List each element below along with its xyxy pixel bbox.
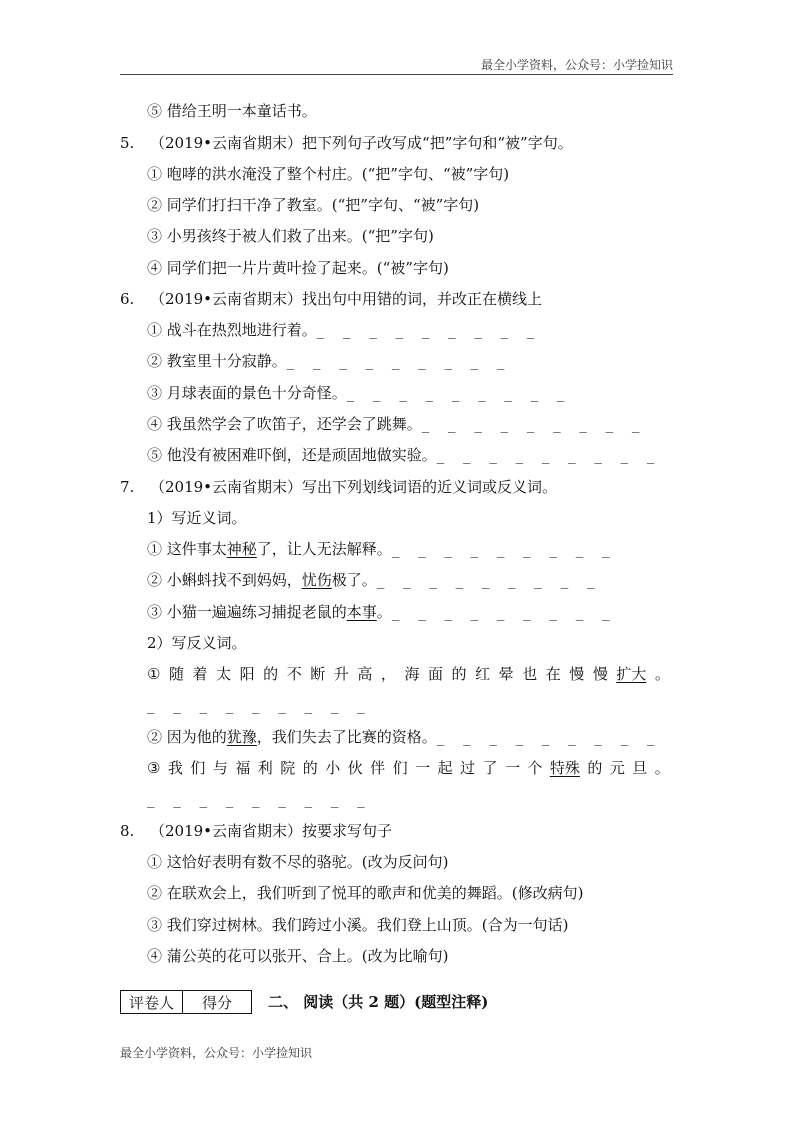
sentence-text: ，我们失去了比赛的资格。 bbox=[256, 728, 437, 746]
sentence-text: 极了。 bbox=[331, 571, 377, 589]
q6-stem bbox=[120, 289, 542, 309]
sentence-char: 的 bbox=[302, 759, 318, 777]
underlined-word: 扩大 bbox=[616, 665, 647, 683]
sentence-char: 也 bbox=[522, 665, 538, 683]
q7-antonym-3 bbox=[147, 758, 670, 778]
sentence-text: ① 这件事太 bbox=[147, 540, 227, 558]
sentence-char: 。 bbox=[654, 665, 670, 683]
sentence-char: 的 bbox=[587, 759, 603, 777]
sentence-char: 与 bbox=[212, 759, 228, 777]
q6-item-4 bbox=[147, 414, 646, 434]
page-footer: 最全小学资料，公众号：小学捡知识 bbox=[120, 1046, 313, 1060]
answer-blank[interactable]: _ _ _ _ _ _ _ _ _ bbox=[316, 321, 542, 339]
q5-item-2: ② 同学们打扫干净了教室。(“把”字句、“被”字句) bbox=[147, 196, 480, 214]
sentence-char: 我 bbox=[167, 759, 183, 777]
q7-part1: 1）写近义词。 bbox=[147, 509, 247, 527]
sentence-char: 高 bbox=[357, 665, 373, 683]
sentence-char: 阳 bbox=[239, 665, 255, 683]
q7-synonym-1 bbox=[147, 539, 616, 559]
sentence-char: 慢 bbox=[592, 665, 608, 683]
q5-item-4: ④ 同学们把一片片黄叶捡了起来。(“被”字句) bbox=[147, 259, 449, 277]
sentence-char: 个 bbox=[527, 759, 543, 777]
sentence-text: 。 bbox=[376, 603, 392, 621]
q7-antonym-1 bbox=[147, 664, 670, 684]
q6-item-4-text: ④ 我虽然学会了吹笛子，还学会了跳舞。 bbox=[147, 415, 422, 433]
sentence-char: 们 bbox=[392, 759, 408, 777]
q6-item-2-text: ② 教室里十分寂静。 bbox=[147, 352, 287, 370]
sentence-char: 起 bbox=[437, 759, 453, 777]
q6-stem-text: （2019•云南省期末）找出句中用错的词，并改正在横线上 bbox=[150, 290, 543, 308]
prev-item: ⑤ 借给王明一本童话书。 bbox=[147, 102, 317, 120]
sentence-char: 伴 bbox=[370, 759, 386, 777]
score-table bbox=[120, 990, 252, 1014]
reviewer-cell: 评卷人 bbox=[121, 991, 183, 1014]
q6-item-2 bbox=[147, 351, 511, 371]
sentence-char: 福 bbox=[235, 759, 251, 777]
sentence-char: 的 bbox=[451, 665, 467, 683]
q5-item-3: ③ 小男孩终于被人们救了出来。(“把”字句) bbox=[147, 227, 434, 245]
q5-item-1: ① 咆哮的洪水淹没了整个村庄。(“把”字句、“被”字句) bbox=[147, 165, 510, 183]
sentence-char: 慢 bbox=[569, 665, 585, 683]
sentence-text: 了，让人无法解释。 bbox=[256, 540, 392, 558]
sentence-text: ② 因为他的 bbox=[147, 728, 227, 746]
sentence-char: ① bbox=[147, 665, 161, 683]
q6-number: 6. bbox=[120, 290, 135, 308]
score-cell: 得分 bbox=[183, 991, 252, 1014]
q6-item-1-text: ① 战斗在热烈地进行着。 bbox=[147, 321, 317, 339]
sentence-char: 随 bbox=[168, 665, 184, 683]
sentence-text: ② 小蝌蚪找不到妈妈， bbox=[147, 571, 302, 589]
q8-item-4: ④ 蒲公英的花可以张开、合上。(改为比喻句) bbox=[147, 947, 449, 965]
q7-number: 7. bbox=[120, 478, 135, 496]
sentence-char: 面 bbox=[428, 665, 444, 683]
sentence-char: 海 bbox=[404, 665, 420, 683]
sentence-char: 的 bbox=[263, 665, 279, 683]
sentence-char: 小 bbox=[325, 759, 341, 777]
q5-stem bbox=[120, 133, 573, 153]
sentence-char: 红 bbox=[475, 665, 491, 683]
sentence-char: 晕 bbox=[498, 665, 514, 683]
underlined-word: 犹豫 bbox=[226, 728, 257, 746]
sentence-char: 了 bbox=[482, 759, 498, 777]
q7-stem bbox=[120, 477, 557, 497]
q7-synonym-2 bbox=[147, 570, 601, 590]
underlined-word: 特殊 bbox=[549, 759, 580, 777]
sentence-char: 元 bbox=[609, 759, 625, 777]
q5-number: 5. bbox=[120, 134, 135, 152]
q8-item-2: ② 在联欢会上，我们听到了悦耳的歌声和优美的舞蹈。(修改病句) bbox=[147, 884, 584, 902]
sentence-char: 利 bbox=[257, 759, 273, 777]
underlined-word: 忧伤 bbox=[301, 571, 332, 589]
q7-stem-text: （2019•云南省期末）写出下列划线词语的近义词或反义词。 bbox=[150, 478, 558, 496]
sentence-char: ， bbox=[380, 665, 396, 683]
page-header: 最全小学资料，公众号：小学捡知识 bbox=[480, 58, 673, 72]
answer-blank[interactable]: _ _ _ _ _ _ _ _ _ bbox=[391, 540, 617, 558]
sentence-char: 过 bbox=[460, 759, 476, 777]
q7-part2: 2）写反义词。 bbox=[147, 634, 247, 652]
q8-item-3: ③ 我们穿过树林。我们跨过小溪。我们登上山顶。(合为一句话) bbox=[147, 916, 569, 934]
section-title: 二、 阅读（共 2 题）(题型注释) bbox=[268, 993, 489, 1011]
answer-blank[interactable]: _ _ _ _ _ _ _ _ _ bbox=[147, 790, 372, 808]
q5-stem-text: （2019•云南省期末）把下列句子改写成“把”字句和“被”字句。 bbox=[150, 134, 573, 152]
q8-item-1: ① 这恰好表明有数不尽的骆驼。(改为反问句) bbox=[147, 853, 449, 871]
underlined-word: 本事 bbox=[346, 603, 377, 621]
sentence-char: 一 bbox=[504, 759, 520, 777]
sentence-char: 。 bbox=[654, 759, 670, 777]
q8-stem-text: （2019•云南省期末）按要求写句子 bbox=[150, 822, 393, 840]
sentence-char: ③ bbox=[147, 759, 161, 777]
header-rule bbox=[120, 74, 673, 75]
sentence-char: 们 bbox=[190, 759, 206, 777]
sentence-char: 升 bbox=[333, 665, 349, 683]
q7-synonym-3 bbox=[147, 602, 616, 622]
q7-antonym-2 bbox=[147, 727, 661, 747]
sentence-char: 旦 bbox=[632, 759, 648, 777]
sentence-char: 在 bbox=[545, 665, 561, 683]
answer-blank[interactable]: _ _ _ _ _ _ _ _ _ bbox=[436, 446, 662, 464]
sentence-char: 断 bbox=[310, 665, 326, 683]
answer-blank[interactable]: _ _ _ _ _ _ _ _ _ bbox=[376, 571, 602, 589]
q6-item-3-text: ③ 月球表面的景色十分奇怪。 bbox=[147, 384, 347, 402]
answer-blank[interactable]: _ _ _ _ _ _ _ _ _ bbox=[286, 352, 512, 370]
answer-blank[interactable]: _ _ _ _ _ _ _ _ _ bbox=[147, 696, 372, 714]
underlined-word: 神秘 bbox=[226, 540, 257, 558]
answer-blank[interactable]: _ _ _ _ _ _ _ _ _ bbox=[421, 415, 647, 433]
sentence-char: 一 bbox=[415, 759, 431, 777]
q6-item-5 bbox=[147, 445, 661, 465]
sentence-char: 太 bbox=[216, 665, 232, 683]
sentence-char: 院 bbox=[280, 759, 296, 777]
answer-blank[interactable]: _ _ _ _ _ _ _ _ _ bbox=[436, 728, 662, 746]
sentence-text: ③ 小猫一遍遍练习捕捉老鼠的 bbox=[147, 603, 347, 621]
q8-number: 8. bbox=[120, 822, 135, 840]
q8-stem bbox=[120, 821, 392, 841]
q6-item-3 bbox=[147, 383, 571, 403]
sentence-char: 不 bbox=[286, 665, 302, 683]
q6-item-5-text: ⑤ 他没有被困难吓倒，还是顽固地做实验。 bbox=[147, 446, 437, 464]
answer-blank[interactable]: _ _ _ _ _ _ _ _ _ bbox=[346, 384, 572, 402]
q6-item-1 bbox=[147, 320, 541, 340]
sentence-char: 伙 bbox=[347, 759, 363, 777]
answer-blank[interactable]: _ _ _ _ _ _ _ _ _ bbox=[391, 603, 617, 621]
sentence-char: 着 bbox=[192, 665, 208, 683]
